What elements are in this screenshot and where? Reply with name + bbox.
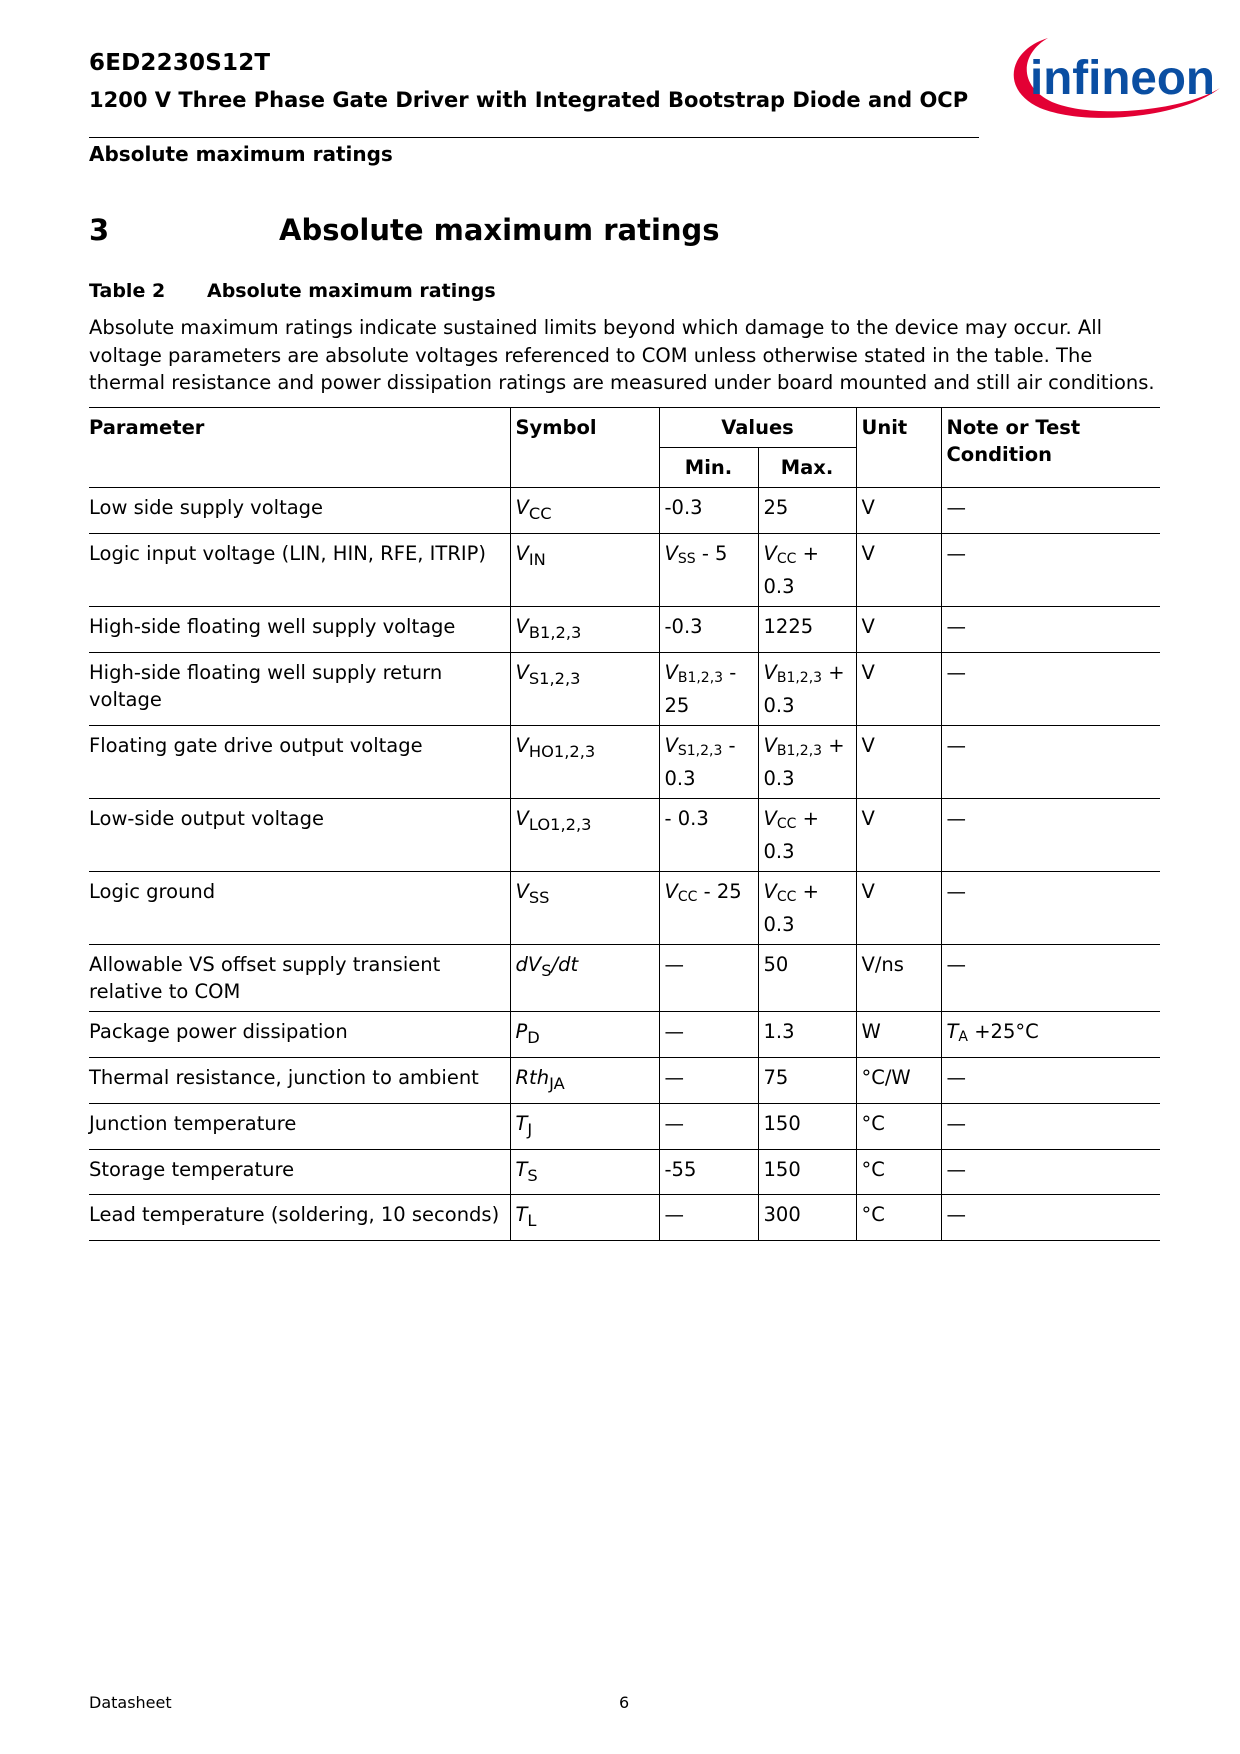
note-value: +25°C bbox=[968, 1019, 1039, 1043]
cell-max bbox=[758, 1195, 856, 1241]
cell-max bbox=[758, 488, 856, 534]
symbol-tail: /dt bbox=[551, 952, 579, 976]
cell-min bbox=[659, 652, 758, 725]
max-subscript: B1,2,3 bbox=[776, 669, 823, 686]
symbol-subscript: S bbox=[541, 960, 552, 980]
cell-parameter: Floating gate drive output voltage bbox=[89, 725, 510, 798]
cell-symbol bbox=[510, 871, 659, 944]
cell-note bbox=[941, 606, 1160, 652]
table-row bbox=[89, 1195, 1160, 1241]
cell-min bbox=[659, 871, 758, 944]
symbol-main: V bbox=[515, 879, 529, 903]
symbol-main: T bbox=[515, 1203, 528, 1227]
min-value: - 5 bbox=[695, 541, 728, 565]
note-value: — bbox=[946, 1203, 966, 1227]
note-value: — bbox=[946, 541, 966, 565]
min-value: -0.3 bbox=[664, 496, 703, 519]
cell-min bbox=[659, 1103, 758, 1149]
cell-symbol bbox=[510, 652, 659, 725]
max-value: 25 bbox=[763, 496, 789, 519]
cell-min bbox=[659, 488, 758, 534]
cell-parameter: Logic input voltage (LIN, HIN, RFE, ITRIP) bbox=[89, 533, 510, 606]
cell-parameter: Lead temperature (soldering, 10 seconds) bbox=[89, 1195, 510, 1241]
cell-max bbox=[758, 1011, 856, 1057]
cell-unit: °C bbox=[856, 1103, 941, 1149]
cell-unit: °C bbox=[856, 1149, 941, 1195]
symbol-main: V bbox=[515, 496, 529, 519]
svg-text:infineon: infineon bbox=[1030, 52, 1215, 105]
cell-max bbox=[758, 606, 856, 652]
min-subscript: CC bbox=[677, 888, 698, 905]
table-row bbox=[89, 606, 1160, 652]
cell-min bbox=[659, 798, 758, 871]
max-subscript: CC bbox=[776, 888, 797, 905]
cell-note bbox=[941, 798, 1160, 871]
max-value: 300 bbox=[763, 1203, 801, 1227]
cell-min bbox=[659, 606, 758, 652]
min-value: - 0.3 bbox=[664, 733, 736, 790]
note-symbol: T bbox=[946, 1019, 959, 1043]
table-row bbox=[89, 944, 1160, 1011]
cell-max bbox=[758, 1103, 856, 1149]
cell-symbol bbox=[510, 725, 659, 798]
symbol-main: V bbox=[515, 733, 529, 757]
min-subscript: SS bbox=[677, 550, 696, 567]
max-symbol: V bbox=[763, 806, 777, 830]
table-row bbox=[89, 1011, 1160, 1057]
note-subscript: A bbox=[958, 1028, 968, 1045]
table-row bbox=[89, 1057, 1160, 1103]
cell-max bbox=[758, 944, 856, 1011]
max-symbol: V bbox=[763, 733, 777, 757]
cell-note bbox=[941, 533, 1160, 606]
cell-parameter: Junction temperature bbox=[89, 1103, 510, 1149]
symbol-main: V bbox=[515, 614, 529, 638]
chapter-number: 3 bbox=[89, 213, 110, 247]
note-value: — bbox=[946, 496, 966, 519]
cell-unit: V bbox=[856, 533, 941, 606]
header-max: Max. bbox=[758, 448, 856, 488]
cell-note bbox=[941, 1057, 1160, 1103]
table-caption: Absolute maximum ratings bbox=[207, 280, 496, 302]
cell-unit: °C bbox=[856, 1195, 941, 1241]
note-value: — bbox=[946, 952, 966, 976]
table-row bbox=[89, 798, 1160, 871]
max-value: + 0.3 bbox=[763, 879, 819, 936]
max-symbol: V bbox=[763, 541, 777, 565]
note-value: — bbox=[946, 1065, 966, 1089]
cell-min bbox=[659, 533, 758, 606]
table-row bbox=[89, 871, 1160, 944]
cell-parameter: Thermal resistance, junction to ambient bbox=[89, 1057, 510, 1103]
min-symbol: V bbox=[664, 660, 678, 684]
intro-paragraph: Absolute maximum ratings indicate sustained limits beyond which damage to the device may occur. All voltage parameters are absolute voltages referenced to COM unless otherwise stated in the table. The thermal resistance and power dissipation ratings are measured under board mounted and still air conditions. bbox=[89, 316, 1155, 394]
note-value: — bbox=[946, 1111, 966, 1135]
cell-unit: W bbox=[856, 1011, 941, 1057]
min-value: - 25 bbox=[664, 660, 737, 717]
min-subscript: B1,2,3 bbox=[677, 669, 724, 686]
cell-note bbox=[941, 1011, 1160, 1057]
cell-min bbox=[659, 1057, 758, 1103]
cell-max bbox=[758, 725, 856, 798]
min-symbol: V bbox=[664, 879, 678, 903]
cell-symbol bbox=[510, 1103, 659, 1149]
symbol-main: V bbox=[515, 541, 529, 565]
min-value: — bbox=[664, 1203, 684, 1227]
cell-max bbox=[758, 871, 856, 944]
max-value: 1.3 bbox=[763, 1019, 795, 1043]
max-value: 50 bbox=[763, 952, 789, 976]
max-symbol: V bbox=[763, 660, 777, 684]
table-row bbox=[89, 1103, 1160, 1149]
cell-symbol bbox=[510, 944, 659, 1011]
symbol-main: T bbox=[515, 1157, 528, 1181]
max-value: + 0.3 bbox=[763, 541, 819, 598]
cell-min bbox=[659, 944, 758, 1011]
symbol-main: P bbox=[515, 1019, 528, 1043]
symbol-main: T bbox=[515, 1111, 528, 1135]
cell-unit: V bbox=[856, 725, 941, 798]
max-subscript: CC bbox=[776, 815, 797, 832]
note-value: — bbox=[946, 614, 966, 638]
cell-unit: V bbox=[856, 652, 941, 725]
ratings-body bbox=[89, 488, 1160, 1241]
document-subtitle: 1200 V Three Phase Gate Driver with Integrated Bootstrap Diode and OCP bbox=[89, 88, 969, 112]
min-value: -0.3 bbox=[664, 614, 703, 638]
symbol-subscript: CC bbox=[528, 503, 552, 523]
cell-parameter: Package power dissipation bbox=[89, 1011, 510, 1057]
max-subscript: B1,2,3 bbox=[776, 742, 823, 759]
cell-parameter: High-side floating well supply return voltage bbox=[89, 652, 510, 725]
chapter-title: Absolute maximum ratings bbox=[279, 213, 720, 247]
cell-symbol bbox=[510, 533, 659, 606]
header-values: Values bbox=[659, 408, 856, 448]
max-value: 150 bbox=[763, 1157, 801, 1181]
cell-parameter: Storage temperature bbox=[89, 1149, 510, 1195]
cell-symbol bbox=[510, 798, 659, 871]
cell-note bbox=[941, 871, 1160, 944]
cell-parameter: Logic ground bbox=[89, 871, 510, 944]
cell-unit: V bbox=[856, 871, 941, 944]
symbol-subscript: J bbox=[527, 1119, 533, 1139]
min-value: - 25 bbox=[697, 879, 742, 903]
note-value: — bbox=[946, 806, 966, 830]
cell-note bbox=[941, 1195, 1160, 1241]
table-label: Table 2 bbox=[89, 280, 166, 302]
page-number: 6 bbox=[619, 1693, 630, 1712]
header-note: Note or Test Condition bbox=[941, 408, 1160, 488]
symbol-subscript: D bbox=[527, 1027, 540, 1047]
min-value: — bbox=[664, 1019, 684, 1043]
footer-label: Datasheet bbox=[89, 1693, 172, 1712]
min-value: -55 bbox=[664, 1157, 697, 1181]
symbol-subscript: JA bbox=[549, 1073, 565, 1093]
note-value: — bbox=[946, 660, 966, 684]
cell-unit: V/ns bbox=[856, 944, 941, 1011]
table-row bbox=[89, 725, 1160, 798]
symbol-main: V bbox=[515, 660, 529, 684]
symbol-subscript: HO1,2,3 bbox=[528, 741, 596, 761]
max-symbol: V bbox=[763, 879, 777, 903]
min-value: — bbox=[664, 1065, 684, 1089]
symbol-subscript: S1,2,3 bbox=[528, 668, 581, 688]
min-subscript: S1,2,3 bbox=[677, 742, 723, 759]
cell-max bbox=[758, 533, 856, 606]
cell-note bbox=[941, 1149, 1160, 1195]
table-row bbox=[89, 652, 1160, 725]
note-value: — bbox=[946, 733, 966, 757]
max-subscript: CC bbox=[776, 550, 797, 567]
max-value: + 0.3 bbox=[763, 733, 845, 790]
symbol-subscript: LO1,2,3 bbox=[528, 814, 592, 834]
header-symbol: Symbol bbox=[510, 408, 659, 488]
cell-symbol bbox=[510, 1057, 659, 1103]
cell-max bbox=[758, 652, 856, 725]
cell-min bbox=[659, 725, 758, 798]
min-symbol: V bbox=[664, 541, 678, 565]
cell-min bbox=[659, 1011, 758, 1057]
max-value: 150 bbox=[763, 1111, 801, 1135]
cell-symbol bbox=[510, 1195, 659, 1241]
cell-unit: V bbox=[856, 606, 941, 652]
min-value: — bbox=[664, 952, 684, 976]
cell-unit: °C/W bbox=[856, 1057, 941, 1103]
cell-parameter: Allowable VS offset supply transient relative to COM bbox=[89, 944, 510, 1011]
table-row bbox=[89, 488, 1160, 534]
cell-note bbox=[941, 1103, 1160, 1149]
cell-parameter: Low side supply voltage bbox=[89, 488, 510, 534]
cell-note bbox=[941, 652, 1160, 725]
cell-parameter: Low-side output voltage bbox=[89, 798, 510, 871]
cell-max bbox=[758, 1149, 856, 1195]
symbol-main: V bbox=[515, 806, 529, 830]
symbol-subscript: IN bbox=[528, 549, 546, 569]
symbol-subscript: SS bbox=[528, 887, 550, 907]
header-unit: Unit bbox=[856, 408, 941, 488]
note-value: — bbox=[946, 879, 966, 903]
cell-note bbox=[941, 488, 1160, 534]
min-value: - 0.3 bbox=[664, 806, 709, 830]
note-value: — bbox=[946, 1157, 966, 1181]
min-symbol: V bbox=[664, 733, 678, 757]
cell-parameter: High-side floating well supply voltage bbox=[89, 606, 510, 652]
document-title: 6ED2230S12T bbox=[89, 50, 271, 76]
cell-symbol bbox=[510, 1011, 659, 1057]
cell-max bbox=[758, 1057, 856, 1103]
cell-note bbox=[941, 944, 1160, 1011]
table-row bbox=[89, 1149, 1160, 1195]
ratings-table bbox=[89, 407, 1160, 1241]
min-value: — bbox=[664, 1111, 684, 1135]
symbol-subscript: S bbox=[527, 1165, 538, 1185]
infineon-logo bbox=[1000, 24, 1225, 128]
max-value: + 0.3 bbox=[763, 806, 819, 863]
cell-symbol bbox=[510, 606, 659, 652]
max-value: 1225 bbox=[763, 614, 814, 638]
header-parameter: Parameter bbox=[89, 408, 510, 488]
symbol-main: Rth bbox=[515, 1065, 550, 1089]
symbol-subscript: L bbox=[527, 1211, 537, 1231]
max-value: + 0.3 bbox=[763, 660, 845, 717]
section-header: Absolute maximum ratings bbox=[89, 142, 393, 166]
cell-note bbox=[941, 725, 1160, 798]
cell-unit: V bbox=[856, 488, 941, 534]
cell-max bbox=[758, 798, 856, 871]
max-value: 75 bbox=[763, 1065, 789, 1089]
symbol-subscript: B1,2,3 bbox=[528, 622, 582, 642]
cell-min bbox=[659, 1195, 758, 1241]
cell-symbol bbox=[510, 1149, 659, 1195]
header-min: Min. bbox=[659, 448, 758, 488]
cell-min bbox=[659, 1149, 758, 1195]
symbol-main: dV bbox=[515, 952, 542, 976]
cell-unit: V bbox=[856, 798, 941, 871]
cell-symbol bbox=[510, 488, 659, 534]
table-row bbox=[89, 533, 1160, 606]
header-rule bbox=[89, 137, 979, 138]
